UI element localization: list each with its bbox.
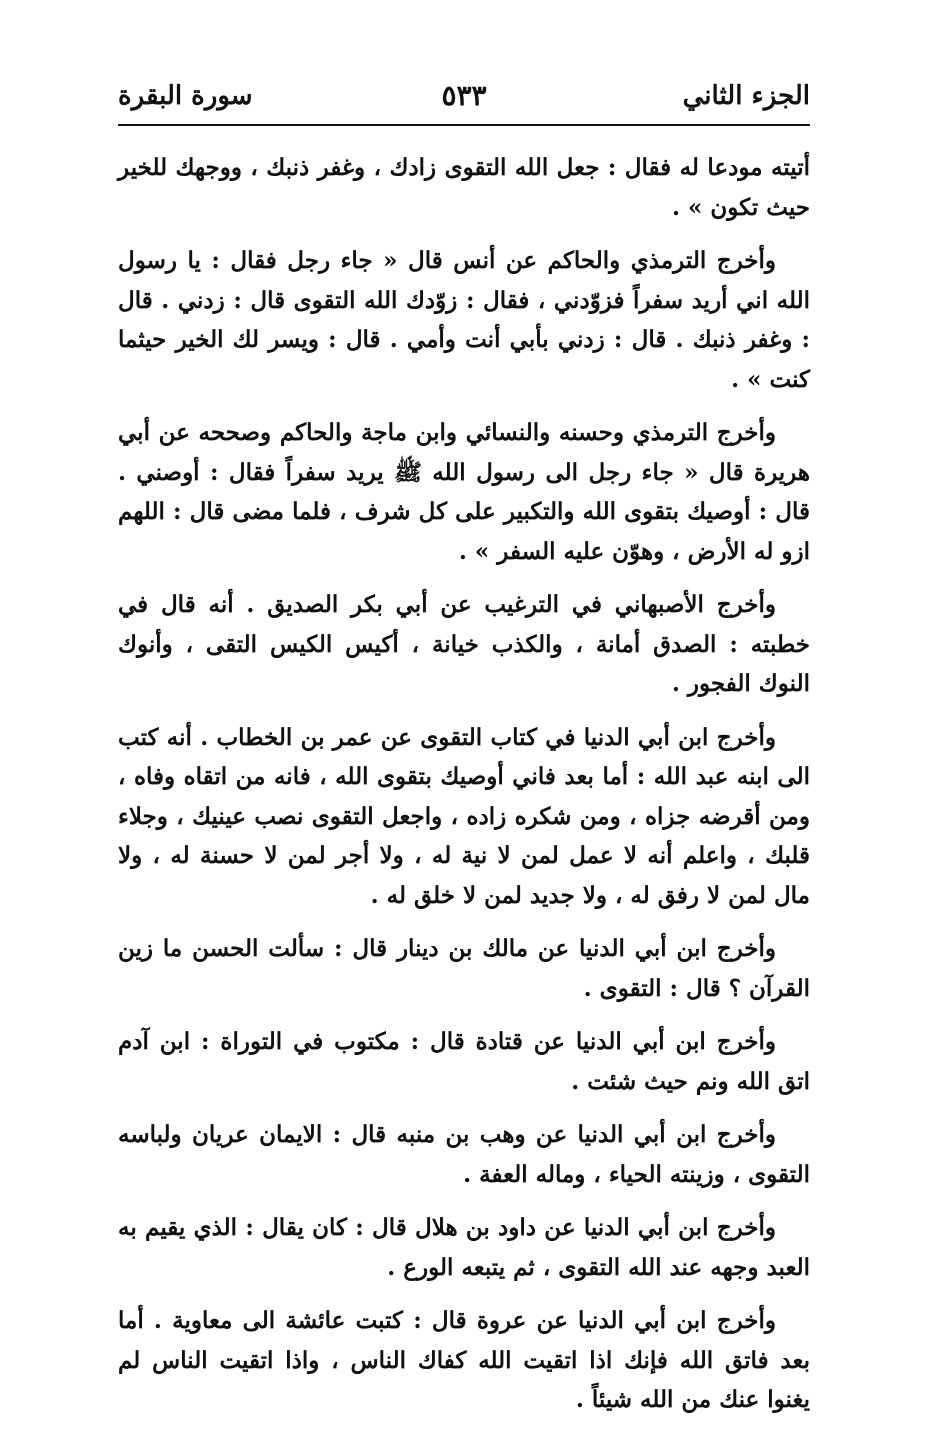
paragraph: وأخرج ابن أبي الدنيا عن مالك بن دينار قال : سألت الحسن ما زين القرآن ؟ قال : التقوى .: [118, 935, 810, 1002]
paragraph: وأخرج الترمذي والحاكم عن أنس قال « جاء رجل فقال : يا رسول الله اني أريد سفراً فزوّدني ، فقال : زوّدك الله التقوى قال : زدني . قال : وغفر ذنبك . قال : زدني بأبي أنت وأمي . قال : ويسر لك الخير حيثما كنت » .: [118, 247, 810, 393]
paragraph: وأخرج ابن أبي الدنيا عن وهب بن منبه قال : الايمان عريان ولباسه التقوى ، وزينته الحياء ، وماله العفة .: [118, 1121, 810, 1188]
paragraph: وأخرج الأصبهاني في الترغيب عن أبي بكر الصديق . أنه قال في خطبته : الصدق أمانة ، والكذب خيانة ، أكيس الكيس التقى ، وأنوك النوك الفجور .: [118, 591, 810, 697]
paragraph: وأخرج الترمذي وحسنه والنسائي وابن ماجة والحاكم وصححه عن أبي هريرة قال « جاء رجل الى رسول الله ﷺ يريد سفراً فقال : أوصني . قال : أوصيك بتقوى الله والتكبير على كل شرف ، فلما مضى قال : اللهم ازو له الأرض ، وهوّن عليه السفر » .: [118, 419, 810, 565]
paragraph: وأخرج ابن أبي الدنيا عن قتادة قال : مكتوب في التوراة : ابن آدم اتق الله ونم حيث شئت .: [118, 1028, 810, 1095]
paragraph: وأخرج ابن أبي الدنيا عن عروة قال : كتبت عائشة الى معاوية . أما بعد فاتق الله فإنك اذا اتقيت الله كفاك الناس ، واذا اتقيت الناس لم يغنوا عنك من الله شيئاً .: [118, 1307, 810, 1413]
page-body: [118, 148, 810, 1434]
page-header: [118, 70, 810, 126]
page-number: ٥٣٣: [441, 79, 487, 112]
paragraph: أتيته مودعا له فقال : جعل الله التقوى زادك ، وغفر ذنبك ، ووجهك للخير حيث تكون » .: [118, 154, 810, 221]
paragraph: وأخرج ابن أبي الدنيا في كتاب التقوى عن عمر بن الخطاب . أنه كتب الى ابنه عبد الله : أما بعد فاني أوصيك بتقوى الله ، فانه من اتقاه وفاه ، ومن أقرضه جزاه ، ومن شكره زاده ، واجعل التقوى نصب عينيك ، وجلاء قلبك ، واعلم أنه لا عمل لمن لا نية له ، ولا أجر لمن لا حسنة له ، ولا مال لمن لا رفق له ، ولا جديد لمن لا خلق له .: [118, 723, 810, 909]
surah-title: سورة البقرة: [118, 81, 253, 111]
part-title: الجزء الثاني: [682, 81, 810, 111]
paragraph: وأخرج ابن أبي الدنيا عن داود بن هلال قال : كان يقال : الذي يقيم به العبد وجهه عند الله التقوى ، ثم يتبعه الورع .: [118, 1214, 810, 1281]
